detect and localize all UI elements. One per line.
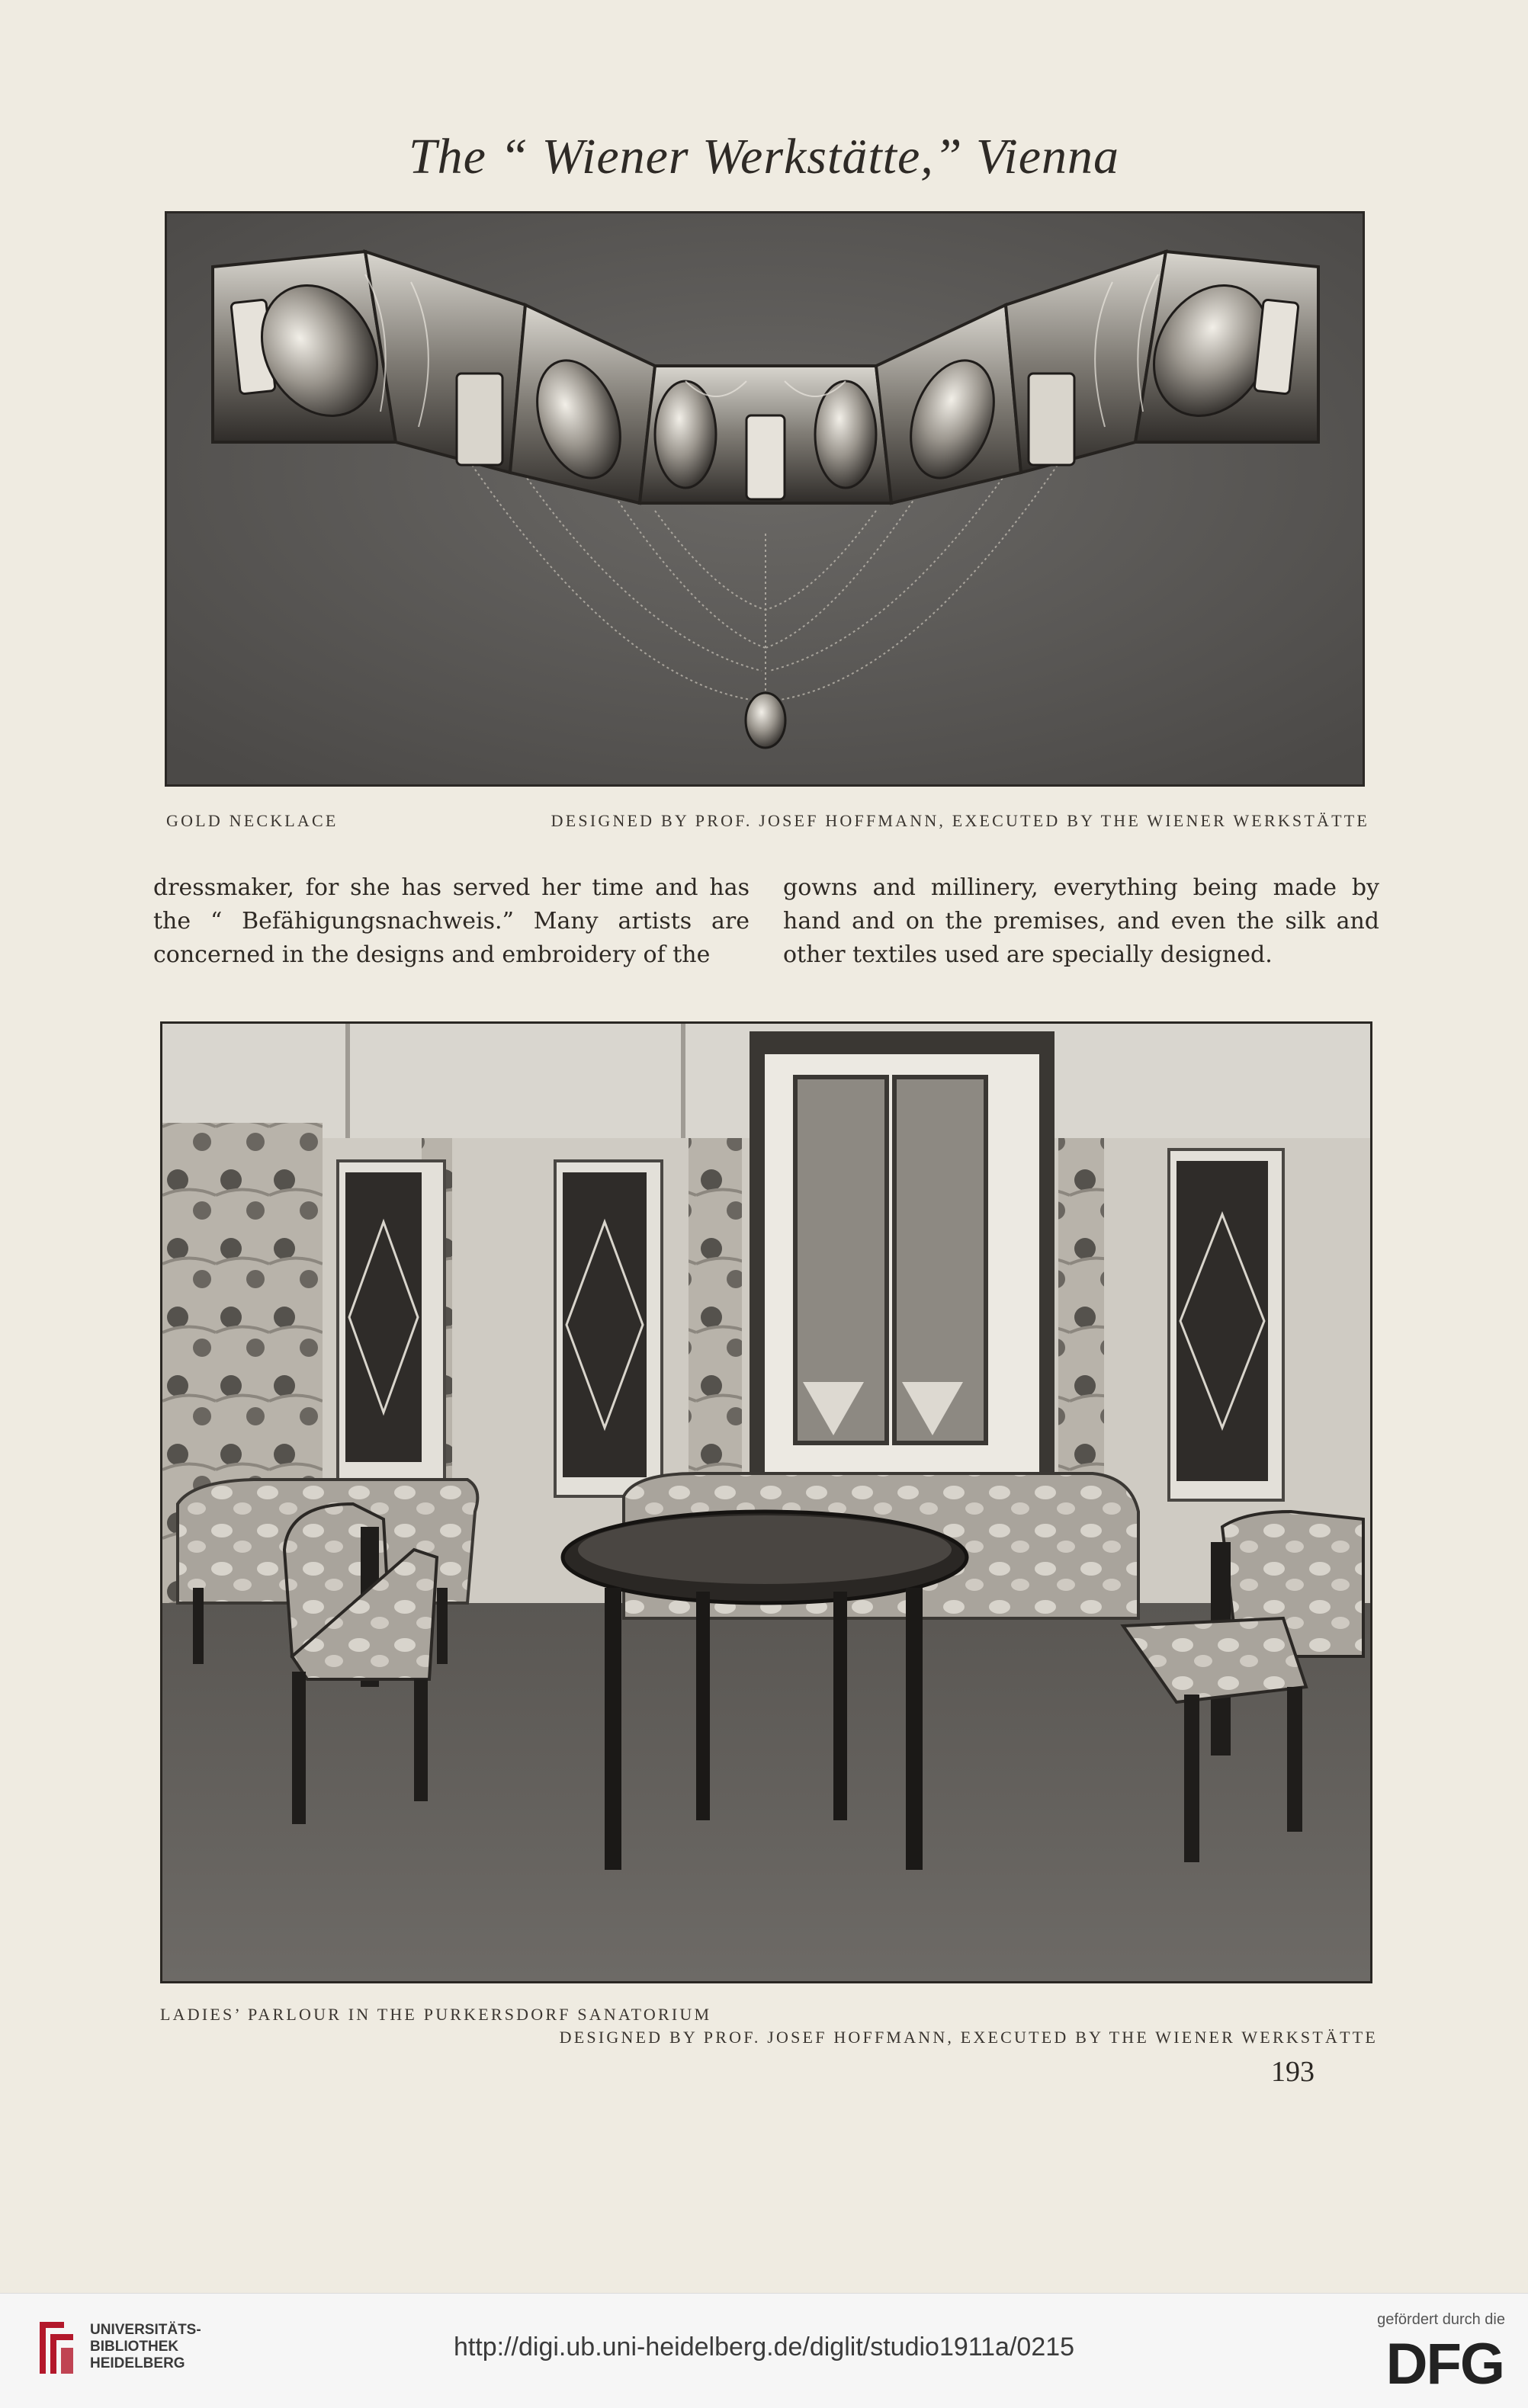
- parlour-photograph: [160, 1021, 1372, 1983]
- library-name-line: BIBLIOTHEK: [90, 2339, 179, 2355]
- plate2-caption-subject: LADIES’ PARLOUR IN THE PURKERSDORF SANATORIUM: [160, 2005, 712, 2024]
- plate1-caption-subject: GOLD NECKLACE: [166, 811, 339, 830]
- body-text-left-column: dressmaker, for she has served her time and has the “ Befähigungsnachweis.” Many artists are concerned in the designs and embroidery of the: [153, 874, 750, 968]
- parlour-illustration: [162, 1024, 1370, 1981]
- plate1-caption-credit: DESIGNED BY PROF. JOSEF HOFFMANN, EXECUTED BY THE WIENER WERKSTÄTTE: [551, 811, 1369, 830]
- necklace-illustration: [167, 213, 1363, 784]
- dfg-logo: DFG: [1385, 2332, 1504, 2397]
- page-number: 193: [1271, 2056, 1315, 2088]
- necklace-photograph: [165, 211, 1365, 787]
- body-text-right-column: gowns and millinery, everything being made by hand and on the premises, and even the silk and other textiles used are specially designed.: [783, 874, 1379, 968]
- library-name-line: UNIVERSITÄTS-: [90, 2322, 201, 2338]
- library-name-line: HEIDELBERG: [90, 2355, 185, 2371]
- funding-note: gefördert durch die: [1377, 2311, 1505, 2328]
- permalink-url[interactable]: http://digi.ub.uni-heidelberg.de/diglit/studio1911a/0215: [453, 2333, 1075, 2362]
- plate2-caption-credit: DESIGNED BY PROF. JOSEF HOFFMANN, EXECUTED BY THE WIENER WERKSTÄTTE: [559, 2028, 1378, 2047]
- running-head: The “ Wiener Werkstätte,” Vienna: [408, 129, 1120, 184]
